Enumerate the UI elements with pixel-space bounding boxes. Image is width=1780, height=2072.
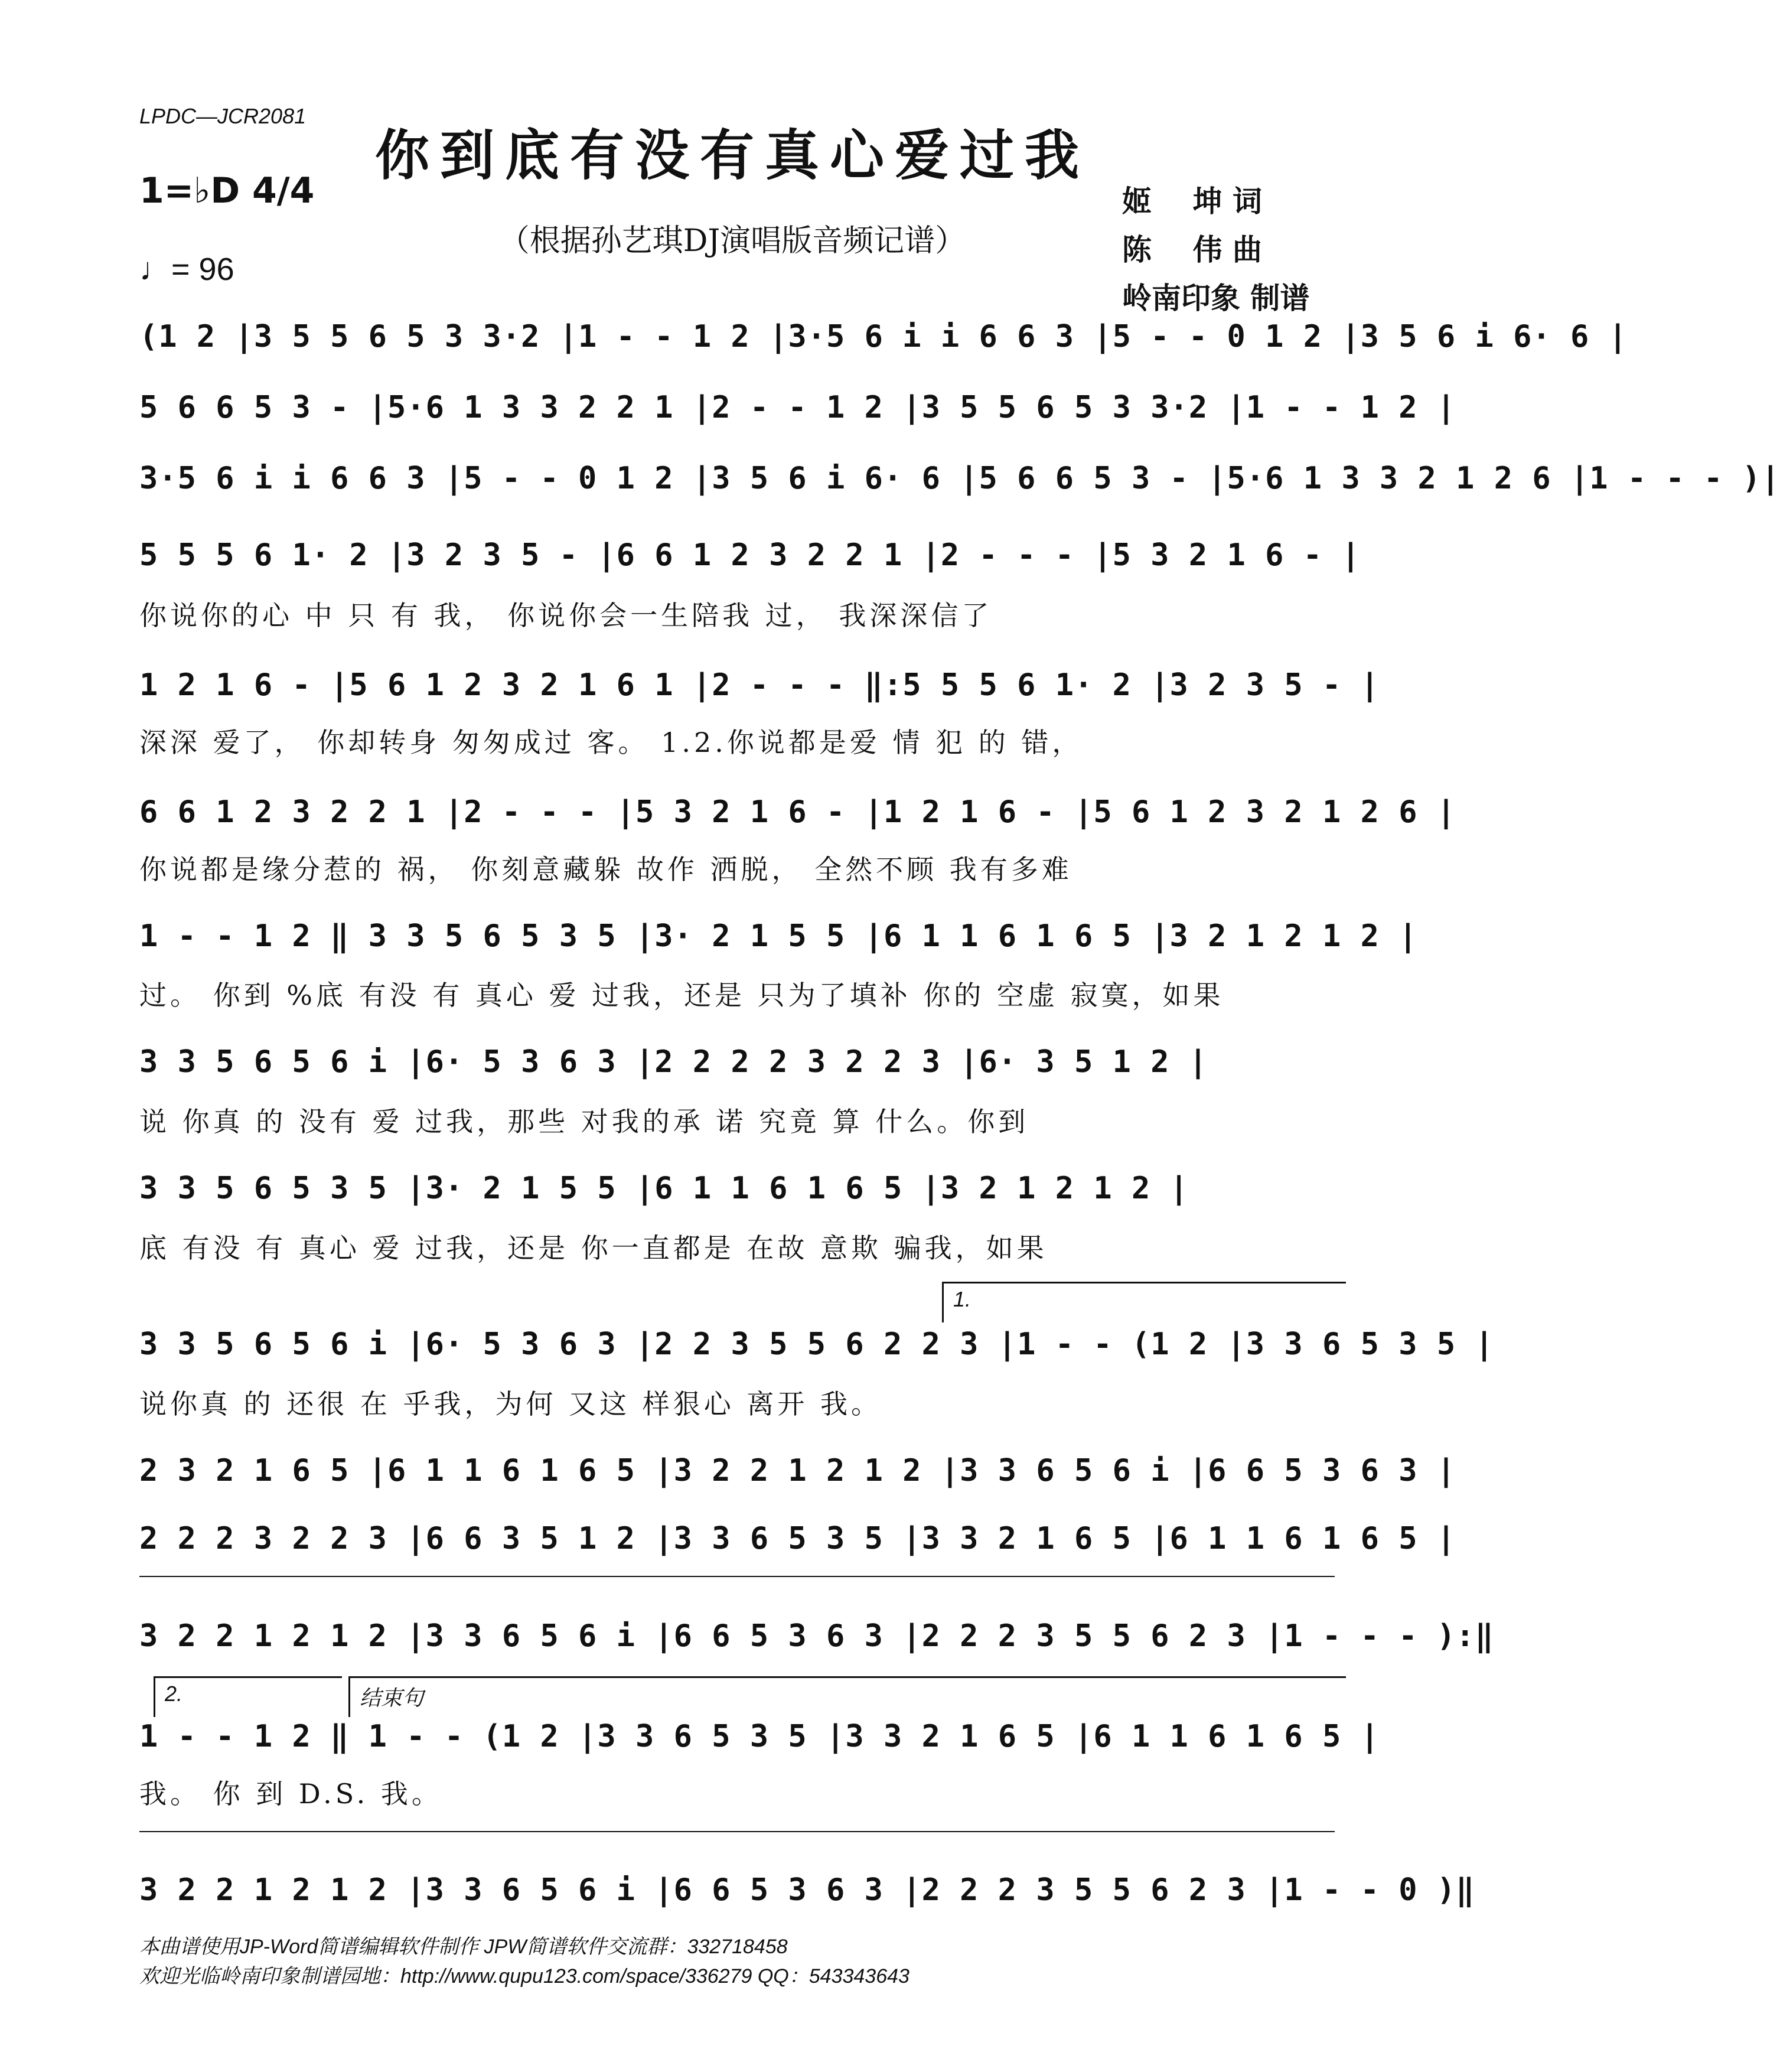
tempo-marking: ♩= 96 [139, 252, 234, 287]
composer: 陈 伟 曲 [1122, 232, 1263, 267]
lyric-line-7: 过。 你到 %底 有没 有 真心 爱 过我，还是 只为了填补 你的 空虚 寂寞，如果 [139, 979, 1224, 1011]
staff-line-1: (1 2 |3 5 5 6 5 3 3·2 |1 - - 1 2 |3·5 6 i i 6 6 3 |5 - - 0 1 2 |3 5 6 i 6· 6 | [139, 319, 1628, 354]
lyric-line-4: 你说你的心 中 只 有 我， 你说你会一生陪我 过， 我深深信了 [139, 600, 993, 631]
staff-line-5: 1 2 1 6 - |5 6 1 2 3 2 1 6 1 |2 - - - ‖:5 5 5 6 1· 2 |3 2 3 5 - | [139, 667, 1380, 703]
staff-line-13: 3 2 2 1 2 1 2 |3 3 6 5 6 i |6 6 5 3 6 3 |2 2 2 3 5 5 6 2 3 |1 - - - ):‖ [139, 1618, 1494, 1654]
page-title: 你到底有没有真心爱过我 [374, 123, 1090, 187]
staff-line-6: 6 6 1 2 3 2 2 1 |2 - - - |5 3 2 1 6 - |1 2 1 6 - |5 6 1 2 3 2 1 2 6 | [139, 794, 1456, 830]
volta-second-ending: 2. [154, 1676, 342, 1717]
lyric-line-6: 你说都是缘分惹的 祸， 你刻意藏躲 故作 洒脱， 全然不顾 我有多难 [139, 853, 1072, 885]
lyric-line-9: 底 有没 有 真心 爱 过我，还是 你一直都是 在故 意欺 骗我，如果 [139, 1232, 1048, 1264]
staff-line-4: 5 5 5 6 1· 2 |3 2 3 5 - |6 6 1 2 3 2 2 1 |2 - - - |5 3 2 1 6 - | [139, 537, 1361, 573]
subtitle: （根据孙艺琪DJ演唱版音频记谱） [498, 223, 966, 259]
repeat-bracket-line [139, 1576, 1335, 1577]
lyric-line-14: 我。 你 到 D.S. 我。 [139, 1778, 442, 1810]
footer-line-1: 本曲谱使用JP-Word简谱编辑软件制作 JPW简谱软件交流群：332718458 [139, 1936, 788, 1958]
staff-line-14: 1 - - 1 2 ‖ 1 - - (1 2 |3 3 6 5 3 5 |3 3 2 1 6 5 |6 1 1 6 1 6 5 | [139, 1719, 1380, 1754]
lyric-line-5: 深深 爱了， 你却转身 匆匆成过 客。 1.2.你说都是爱 情 犯 的 错， [139, 726, 1083, 758]
staff-line-9: 3 3 5 6 5 3 5 |3· 2 1 5 5 |6 1 1 6 1 6 5 |3 2 1 2 1 2 | [139, 1171, 1189, 1206]
volta-first-ending: 1. [942, 1282, 1346, 1322]
coda-ending-label: 结束句 [348, 1676, 1346, 1717]
staff-line-3: 3·5 6 i i 6 6 3 |5 - - 0 1 2 |3 5 6 i 6· 6 |5 6 6 5 3 - |5·6 1 3 3 2 1 2 6 |1 - - - )| [139, 461, 1780, 496]
staff-line-7: 1 - - 1 2 ‖ 3 3 5 6 5 3 5 |3· 2 1 5 5 |6 1 1 6 1 6 5 |3 2 1 2 1 2 | [139, 918, 1418, 954]
staff-line-12: 2 2 2 3 2 2 3 |6 6 3 5 1 2 |3 3 6 5 3 5 |3 3 2 1 6 5 |6 1 1 6 1 6 5 | [139, 1521, 1456, 1556]
lyric-line-8: 说 你真 的 没有 爱 过我，那些 对我的承 诺 究竟 算 什么。你到 [139, 1106, 1029, 1138]
staff-line-10: 3 3 5 6 5 6 i |6· 5 3 6 3 |2 2 3 5 5 6 2 2 3 |1 - - (1 2 |3 3 6 5 3 5 | [139, 1327, 1494, 1362]
staff-line-2: 5 6 6 5 3 - |5·6 1 3 3 2 2 1 |2 - - 1 2 |3 5 5 6 5 3 3·2 |1 - - 1 2 | [139, 390, 1456, 425]
staff-line-11: 2 3 2 1 6 5 |6 1 1 6 1 6 5 |3 2 2 1 2 1 2 |3 3 6 5 6 i |6 6 5 3 6 3 | [139, 1453, 1456, 1488]
credits [1122, 177, 1309, 322]
key-signature: 1=♭D 4/4 [139, 170, 315, 211]
lyric-line-10: 说你真 的 还很 在 乎我，为何 又这 样狠心 离开 我。 [139, 1388, 882, 1420]
footer-line-2: 欢迎光临岭南印象制谱园地：http://www.qupu123.com/space/336279 QQ：543343643 [139, 1965, 909, 1988]
staff-line-8: 3 3 5 6 5 6 i |6· 5 3 6 3 |2 2 2 2 3 2 2 3 |6· 3 5 1 2 | [139, 1044, 1208, 1080]
final-bracket-line [139, 1831, 1335, 1832]
score-code: LPDC—JCR2081 [139, 104, 307, 128]
arranger: 岭南印象 制谱 [1122, 281, 1310, 315]
lyricist: 姬 坤 词 [1122, 184, 1263, 219]
staff-line-15: 3 2 2 1 2 1 2 |3 3 6 5 6 i |6 6 5 3 6 3 |2 2 2 3 5 5 6 2 3 |1 - - 0 )‖ [139, 1872, 1475, 1908]
